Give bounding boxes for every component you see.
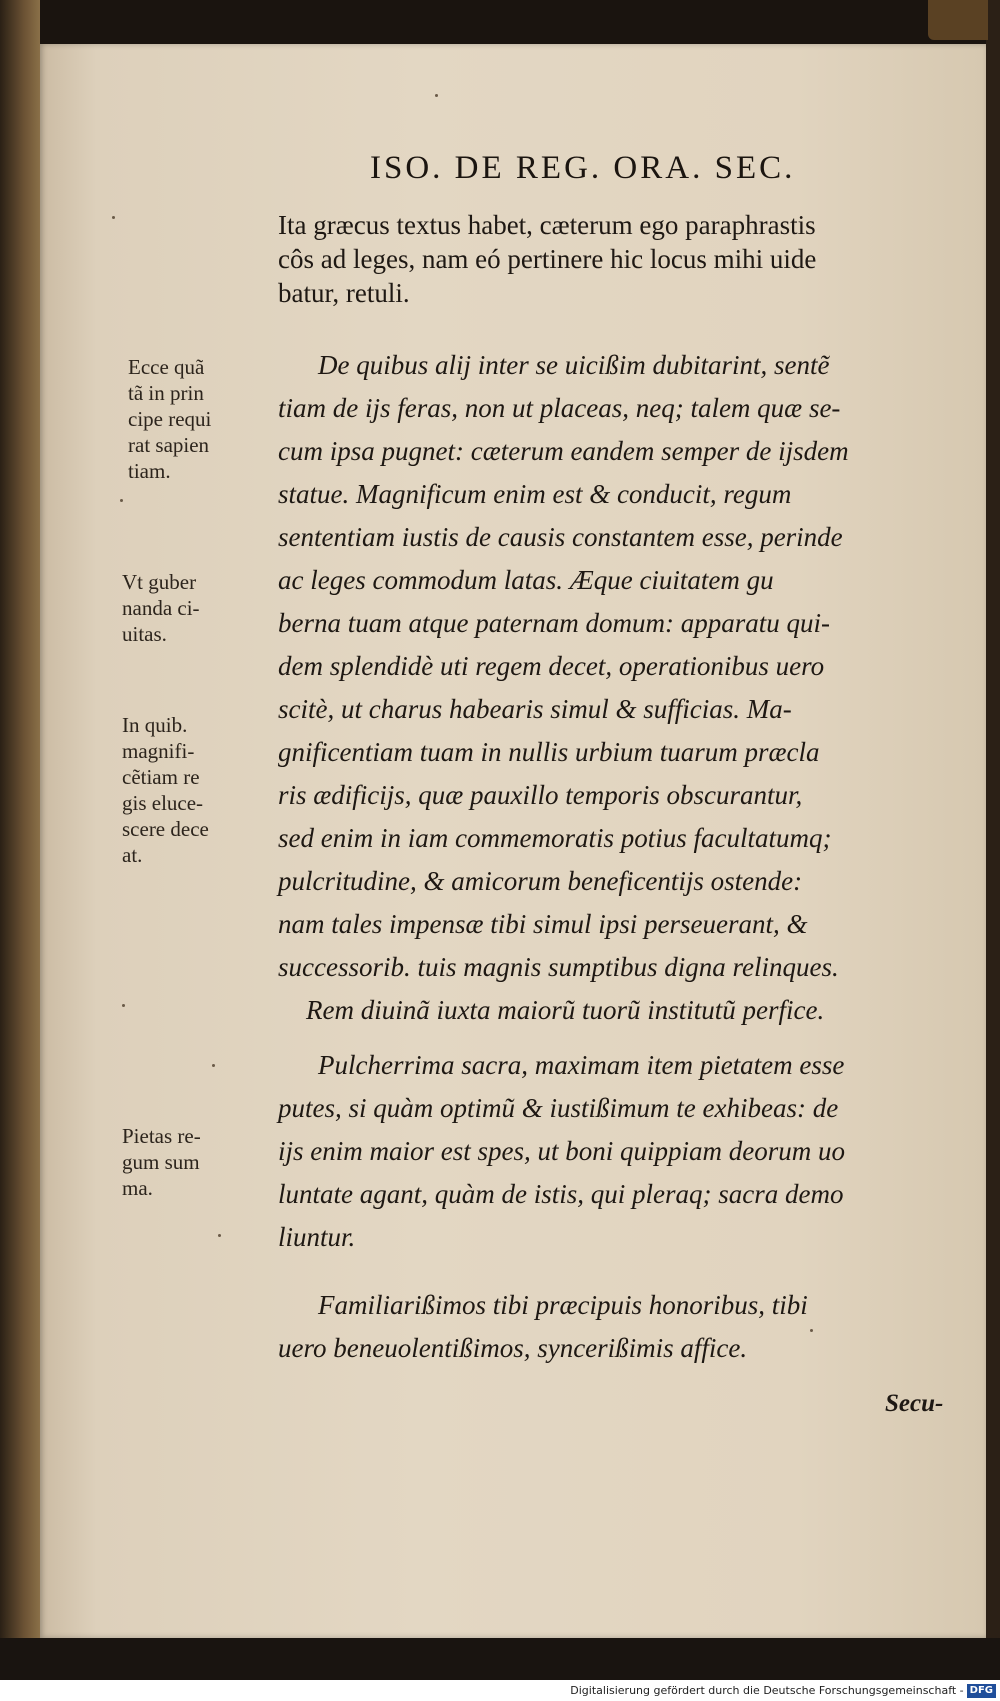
running-header: ISO. DE REG. ORA. SEC. <box>370 150 796 186</box>
text-line: ris ædificijs, quæ pauxillo temporis obscurantur, <box>278 780 803 810</box>
text-line: Familiarißimos tibi præcipuis honoribus, tibi <box>318 1290 808 1320</box>
book-gutter <box>0 0 40 1701</box>
text-line: tiam de ijs feras, non ut placeas, neq; talem quæ se- <box>278 393 841 423</box>
page-corner <box>928 0 988 40</box>
scan-top-edge <box>0 0 1000 44</box>
text-line: pulcritudine, & amicorum beneficentijs ostende: <box>278 866 803 896</box>
text-line: cum ipsa pugnet: cæterum eandem semper de ijsdem <box>278 436 849 466</box>
text-line: batur, retuli. <box>278 278 410 308</box>
text-line: côs ad leges, nam eó pertinere hic locus mihi uide <box>278 244 817 274</box>
text-line: Ita græcus textus habet, cæterum ego paraphrastis <box>278 210 816 240</box>
text-line: luntate agant, quàm de istis, qui pleraq; sacra demo <box>278 1179 844 1209</box>
text-line: gnificentiam tuam in nullis urbium tuarum præcla <box>278 737 820 767</box>
margin-note: Ecce quã tã in prin cipe requi rat sapien tiam. <box>128 355 212 483</box>
scan-right-edge <box>986 0 1000 1701</box>
text-line: sed enim in iam commemoratis potius facultatumq; <box>278 823 832 853</box>
text-line: successorib. tuis magnis sumptibus digna relinques. <box>278 952 839 982</box>
text-line: putes, si quàm optimũ & iustißimum te exhibeas: de <box>278 1093 839 1123</box>
text-line: ac leges commodum latas. Æque ciuitatem gu <box>278 565 774 595</box>
text-line: De quibus alij inter se uicißim dubitarint, sentẽ <box>318 350 830 380</box>
text-line: Pulcherrima sacra, maximam item pietatem esse <box>318 1050 845 1080</box>
text-line: uero beneuolentißimos, syncerißimis affice. <box>278 1333 748 1363</box>
margin-note: In quib. magnifi- cẽtiam re gis eluce- scere dece at. <box>122 713 209 867</box>
margin-note: Pietas re- gum sum ma. <box>122 1124 201 1200</box>
text-line: liuntur. <box>278 1222 356 1252</box>
text-line: Rem diuinã iuxta maiorũ tuorũ institutũ perfice. <box>306 995 825 1025</box>
text-line: ijs enim maior est spes, ut boni quippiam deorum uo <box>278 1136 845 1166</box>
catchword: Secu- <box>885 1390 944 1417</box>
digitization-credit <box>0 1680 1000 1701</box>
credit-text: Digitalisierung gefördert durch die Deutsche Forschungsgemeinschaft - <box>570 1684 964 1697</box>
margin-note: Vt guber nanda ci- uitas. <box>122 570 200 646</box>
text-line: statue. Magnificum enim est & conducit, regum <box>278 479 792 509</box>
text-line: sententiam iustis de causis constantem esse, perinde <box>278 522 843 552</box>
scan-bottom-edge <box>0 1638 1000 1680</box>
dfg-logo: DFG <box>967 1684 996 1698</box>
text-line: nam tales impensæ tibi simul ipsi perseuerant, & <box>278 909 808 939</box>
text-line: scitè, ut charus habearis simul & sufficias. Ma- <box>278 694 792 724</box>
text-line: dem splendidè uti regem decet, operationibus uero <box>278 651 825 681</box>
text-line: berna tuam atque paternam domum: apparatu qui- <box>278 608 830 638</box>
